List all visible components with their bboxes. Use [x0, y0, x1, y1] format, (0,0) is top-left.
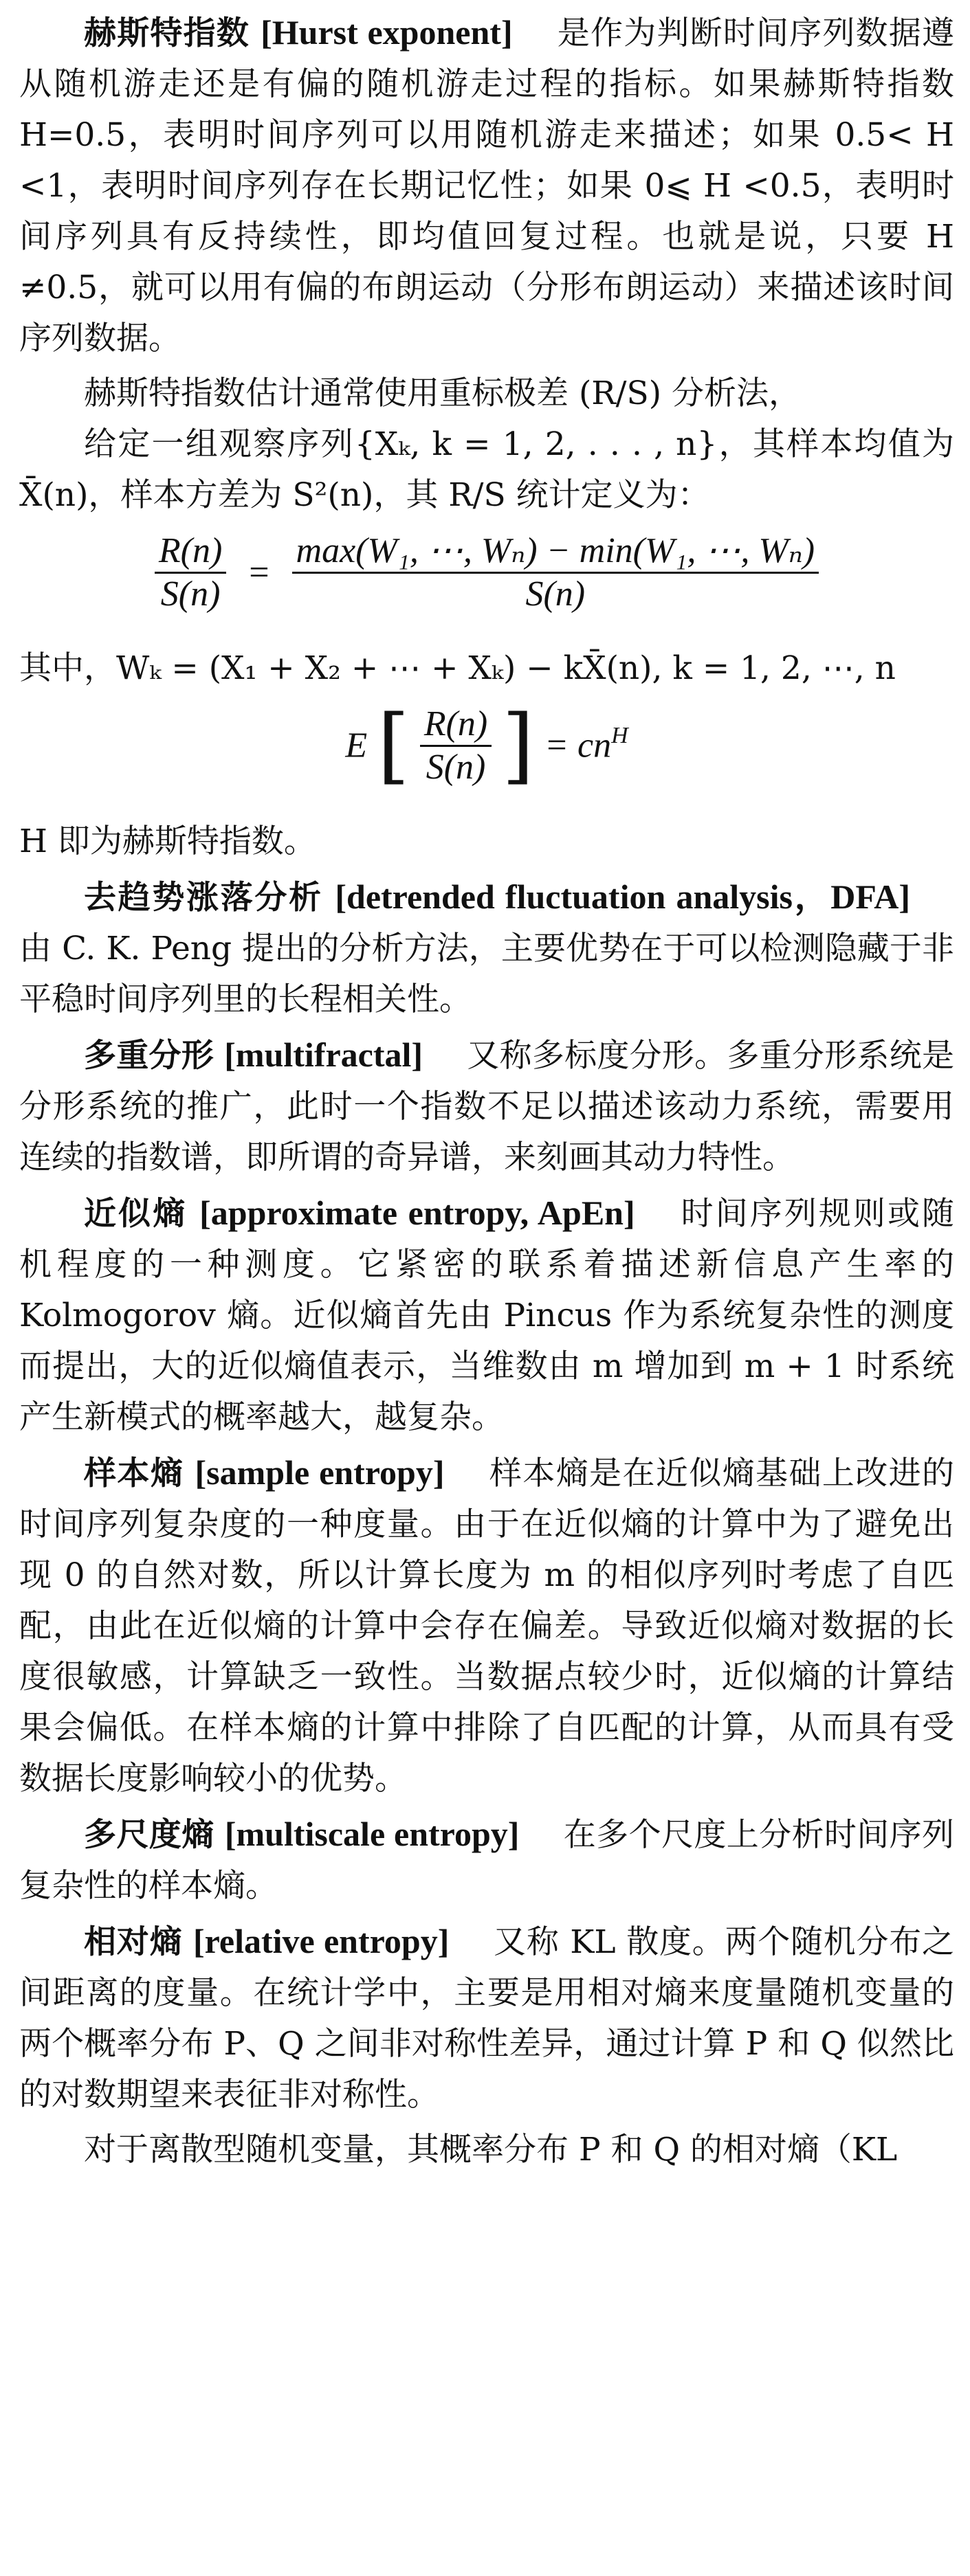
entry-kl	[19, 1916, 954, 2120]
equation-rs: $\frac{R(n)}{S(n)}$ = $\frac{\text{max(W₁, ⋯, Wₙ) − min(W₁, ⋯, Wₙ)}}{S(n)}$	[19, 530, 954, 634]
term-english: [approximate entropy, ApEn]	[199, 1194, 635, 1232]
term-english: [multiscale entropy]	[224, 1815, 520, 1853]
term-definition: 在多个尺度上分析时间序列复杂性的样本熵。	[19, 1816, 954, 1905]
term-title: 赫斯特指数	[84, 14, 250, 52]
last-line: 对于离散型随机变量，其概率分布 P 和 Q 的相对熵（KL	[84, 2131, 898, 2169]
term-english: [relative entropy]	[192, 1922, 450, 1960]
equation-expectation: E [ $\frac{R(n)}{S(n)}$ ] = $cn^H$	[345, 697, 628, 794]
document-page	[19, 7, 954, 2175]
entry-sampen	[19, 1447, 954, 1804]
term-definition: 样本熵是在近似熵基础上改进的时间序列复杂度的一种度量。由于在近似熵的计算中为了避免出现 0 的自然对数，所以计算长度为 m 的相似序列时考虑了自匹配，由此在近似熵的计算中会存在偏差。导致近似熵对数据的长度很敏感，计算缺乏一致性。当数据点较少时，近似熵的计算结果会偏低。在样本熵的计算中排除了自匹配的计算，从而具有受数据长度影响较小的优势。	[19, 1455, 954, 1797]
term-title: 相对熵	[84, 1923, 183, 1961]
rs-intro: 赫斯特指数估计通常使用重标极差 (R/S) 分析法，	[84, 374, 801, 412]
term-definition: 时间序列规则或随机程度的一种测度。它紧密的联系着描述新信息产生率的 Kolmogorov 熵。近似熵首先由 Pincus 作为系统复杂性的测度而提出，大的近似熵值表示，当维数由 m 增加到 m + 1 时系统产生新模式的概率越大，越复杂。	[19, 1195, 954, 1436]
term-definition: 又称多标度分形。多重分形系统是分形系统的推广，此时一个指数不足以描述该动力系统，需要用连续的指数谱，即所谓的奇异谱，来刻画其动力特性。	[19, 1037, 955, 1176]
eq2-frac: $\frac{R(n)}{S(n)}$	[420, 704, 492, 788]
eq1-lhs: $\frac{R(n)}{S(n)}$	[155, 530, 226, 615]
term-title: 去趋势涨落分析	[84, 879, 323, 917]
entry-apen	[19, 1187, 954, 1443]
term-english: [Hurst exponent]	[261, 13, 513, 52]
term-definition: 又称 KL 散度。两个随机分布之间距离的度量。在统计学中，主要是用相对熵来度量随机变量的两个概率分布 P、Q 之间非对称性差异，通过计算 P 和 Q 似然比的对数期望来表征非对称性。	[19, 1923, 955, 2114]
term-english: [sample entropy]	[195, 1453, 445, 1492]
eq1-rhs: $\frac{\text{max(W₁, ⋯, Wₙ) − min(W₁, ⋯, Wₙ)}}{S(n)}$	[292, 530, 819, 615]
term-title: 近似熵	[84, 1195, 188, 1233]
term-definition: 由 C. K. Peng 提出的分析方法，主要优势在于可以检测隐藏于非平稳时间序列里的长程相关性。	[19, 930, 954, 1018]
entry-dfa	[19, 871, 954, 1025]
term-definition: 是作为判断时间序列数据遵从随机游走还是有偏的随机游走过程的指标。如果赫斯特指数 H=0.5，表明时间序列可以用随机游走来描述；如果 0.5< H <1，表明时间序列存在长期记忆性；如果 0⩽ H <0.5，表明时间序列具有反持续性，即均值回复过程。也就是说，只要 H ≠0.5，就可以用有偏的布朗运动（分形布朗运动）来描述该时间序列数据。	[19, 14, 954, 357]
term-english: [detrended fluctuation analysis，DFA]	[335, 877, 911, 916]
entry-mse	[19, 1808, 954, 1912]
term-title: 多重分形	[84, 1037, 214, 1075]
entry-multifractal	[19, 1029, 954, 1183]
h-note: H 即为赫斯特指数。	[19, 822, 316, 860]
rs-given: 给定一组观察序列{Xₖ, k = 1, 2, . . . , n}，其样本均值为 X̄(n)，样本方差为 S²(n)，其 R/S 统计定义为：	[19, 425, 954, 514]
term-title: 多尺度熵	[84, 1816, 214, 1854]
term-title: 样本熵	[84, 1455, 184, 1492]
where-line: 其中，Wₖ = (X₁ + X₂ + ⋯ + Xₖ) − kX̄(n), k = 1, 2, ⋯, n	[19, 649, 896, 687]
entry-hurst	[19, 7, 954, 364]
term-english: [multifractal]	[224, 1035, 423, 1074]
